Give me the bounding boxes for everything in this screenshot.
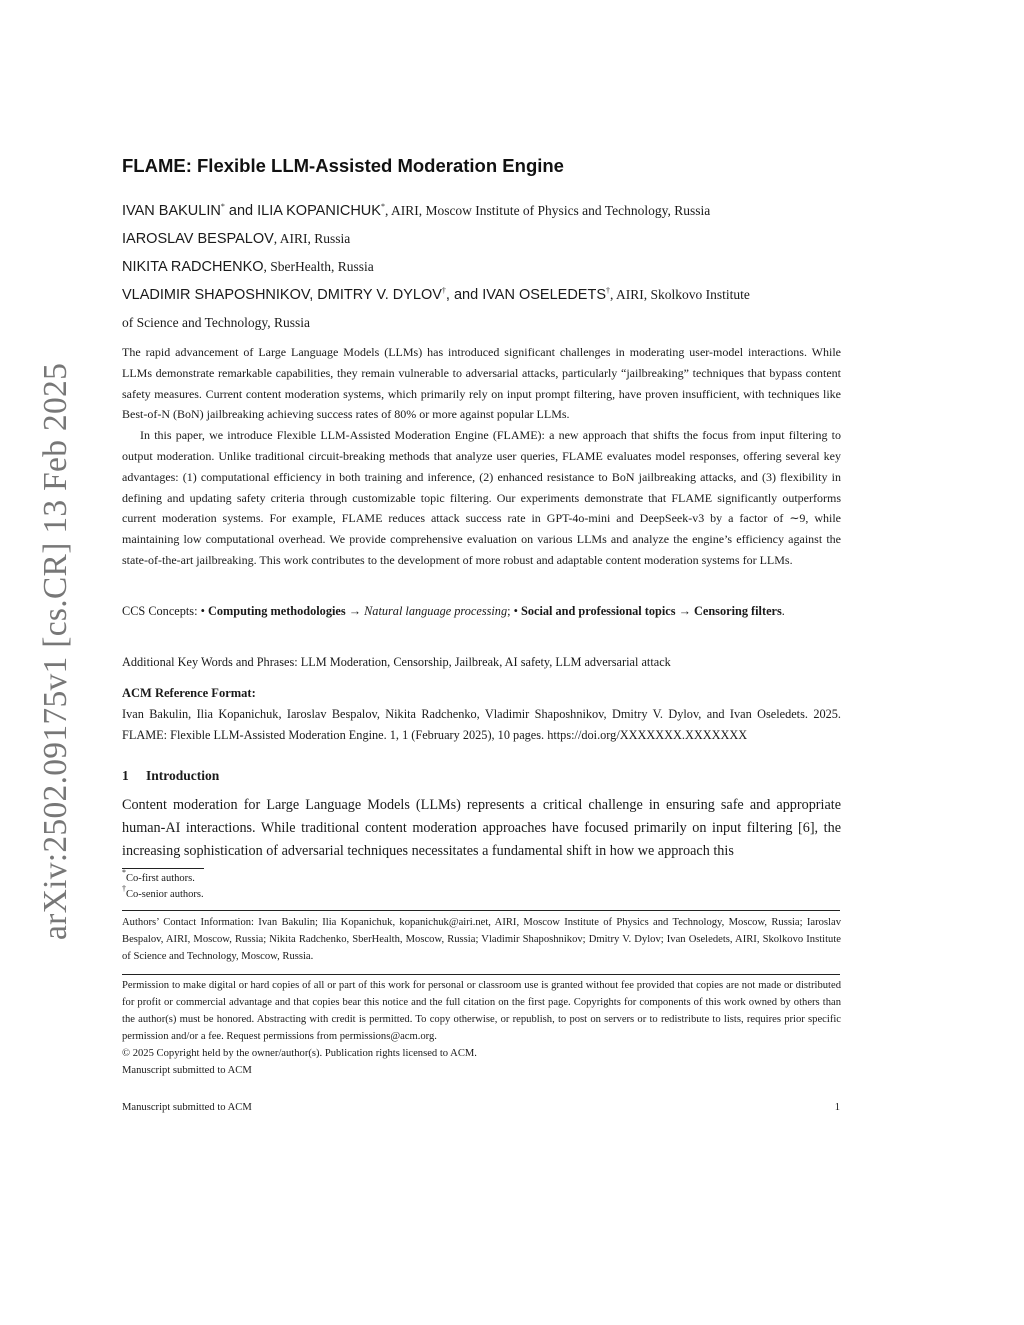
copyright-line: © 2025 Copyright held by the owner/author(s). Publication rights licensed to ACM.	[122, 1048, 477, 1059]
ccs-concepts	[122, 601, 841, 622]
author-line	[122, 309, 841, 337]
reference-format: Ivan Bakulin, Ilia Kopanichuk, Iaroslav Bespalov, Nikita Radchenko, Vladimir Shaposhnikov, Dmitry V. Dylov, and Ivan Oseledets. 2025. FLAME: Flexible LLM-Assisted Moderation Engine. 1, 1 (February 2025), 10 pages. https://doi.org/XXXXXXX.XXXXXXX	[122, 707, 841, 742]
section-title: Introduction	[146, 768, 220, 783]
author-conjunction: and	[224, 203, 258, 219]
contact-divider	[122, 910, 840, 911]
author-affiliation: , AIRI, Skolkovo Institute	[610, 287, 750, 302]
permission-notice	[122, 977, 841, 1079]
author-affiliation: , AIRI, Moscow Institute of Physics and Technology, Russia	[384, 203, 711, 218]
ccs-subconcept: Natural language processing	[364, 604, 508, 618]
section-number: 1	[122, 768, 129, 783]
ccs-concept: Social and professional topics	[521, 604, 676, 618]
ccs-subconcept: Censoring filters	[694, 604, 782, 618]
abstract	[122, 342, 841, 571]
footnote-divider	[122, 868, 204, 869]
author-name: IVAN BAKULIN	[122, 203, 221, 219]
author-line	[122, 281, 841, 309]
ccs-concept: Computing methodologies	[207, 604, 346, 618]
footnote-text: Co-first authors.	[126, 873, 195, 884]
author-line	[122, 197, 841, 225]
footnote-text: Co-senior authors.	[126, 889, 204, 900]
author-affiliation: , AIRI, Russia	[273, 231, 351, 246]
author-name: NIKITA RADCHENKO	[122, 259, 264, 275]
bullet: •	[200, 604, 208, 618]
footnote-mark: *	[220, 202, 225, 211]
author-list	[122, 197, 841, 337]
author-affiliation: , SberHealth, Russia	[263, 259, 374, 274]
footnotes	[122, 868, 841, 903]
permission-text: Permission to make digital or hard copies of all or part of this work for personal or classroom use is granted without fee provided that copies are not made or distributed for profit or commercial advantage and that copies bear this notice and the full citation on the first page. Copyrights for components of this work owned by others than the author(s) must be honored. Abstracting with credit is permitted. To copy otherwise, or republish, to post on servers or to redistribute to lists, requires prior specific permission and/or a fee. Request permissions from permissions@acm.org.	[122, 980, 841, 1042]
footnote	[122, 868, 841, 887]
arrow: →	[345, 604, 365, 618]
separator: ;	[507, 604, 514, 618]
footnote-mark: *	[380, 202, 385, 211]
author-conjunction: , and	[445, 287, 483, 303]
arxiv-identifier: arXiv:2502.09175v1 [cs.CR] 13 Feb 2025	[37, 362, 74, 940]
arrow: →	[675, 604, 694, 618]
bullet: •	[513, 604, 521, 618]
author-name: IAROSLAV BESPALOV	[122, 231, 274, 247]
abstract-paragraph: In this paper, we introduce Flexible LLM-Assisted Moderation Engine (FLAME): a new approach that shifts the focus from input filtering to output moderation. Unlike traditional circuit-breaking methods that analyze user queries, FLAME evaluates model responses, offering several key advantages: (1) computational efficiency in both training and inference, (2) enhanced resistance to BoN jailbreaking attacks, and (3) flexibility in defining and updating safety criteria through customizable topic filtering. Our experiments demonstrate that FLAME significantly outperforms current moderation systems. For example, FLAME reduces attack success rate in GPT-4o-mini and DeepSeek-v3 by a factor of ∼9, while maintaining low computational overhead. We provide comprehensive evaluation on various LLMs and analyze the engine’s efficiency against the state-of-the-art jailbreaking. This work contributes to the development of more robust and adaptable content moderation systems for LLMs.	[122, 428, 841, 567]
section-heading	[122, 766, 841, 786]
footnote-mark: †	[122, 884, 126, 893]
footnote	[122, 884, 841, 903]
permission-divider	[122, 974, 840, 975]
introduction-paragraph: Content moderation for Large Language Models (LLMs) represents a critical challenge in ensuring safe and appropriate human-AI interactions. While traditional content moderation approaches have focused primarily on input filtering [6], the increasing sophistication of adversarial techniques necessitates a fundamental shift in how we approach this	[122, 797, 841, 859]
author-name: ILIA KOPANICHUK	[257, 203, 381, 219]
footnote-mark: *	[122, 868, 126, 877]
footnote-mark: †	[606, 286, 611, 295]
abstract-paragraph: The rapid advancement of Large Language Models (LLMs) has introduced significant challenges in moderating user-model interactions. While LLMs demonstrate remarkable capabilities, they remain vulnerable to adversarial attacks, particularly “jailbreaking” techniques that bypass content safety measures. Current content moderation systems, which primarily rely on input prompt filtering, have proven insufficient, with techniques like Best-of-N (BoN) jailbreaking achieving success rates of 80% or more against popular LLMs.	[122, 345, 841, 422]
author-line	[122, 253, 841, 281]
period: .	[781, 604, 785, 618]
page-number: 1	[834, 1102, 840, 1113]
paper-title: FLAME: Flexible LLM-Assisted Moderation Engine	[122, 155, 564, 176]
submission-note: Manuscript submitted to ACM	[122, 1065, 252, 1076]
keywords: Additional Key Words and Phrases: LLM Moderation, Censorship, Jailbreak, AI safety, LLM adversarial attack	[122, 655, 671, 669]
reference-format-heading: ACM Reference Format:	[122, 686, 256, 700]
author-name: IVAN OSELEDETS	[482, 287, 607, 303]
footnote-mark: †	[441, 286, 446, 295]
author-contact-info: Authors’ Contact Information: Ivan Bakulin; Ilia Kopanichuk, kopanichuk@airi.net, AIRI, Moscow Institute of Physics and Technology, Moscow, Russia; Iaroslav Bespalov, AIRI, Moscow, Russia; Nikita Radchenko, SberHealth, Moscow, Russia; Vladimir Shaposhnikov; Dmitry V. Dylov; Ivan Oseledets, AIRI, Skolkovo Institute of Science and Technology, Moscow, Russia.	[122, 917, 841, 962]
page-footer-text: Manuscript submitted to ACM	[122, 1102, 252, 1113]
author-line	[122, 225, 841, 253]
author-affiliation: of Science and Technology, Russia	[122, 315, 311, 330]
author-name: VLADIMIR SHAPOSHNIKOV, DMITRY V. DYLOV	[122, 287, 442, 303]
ccs-label: CCS Concepts:	[122, 604, 201, 618]
